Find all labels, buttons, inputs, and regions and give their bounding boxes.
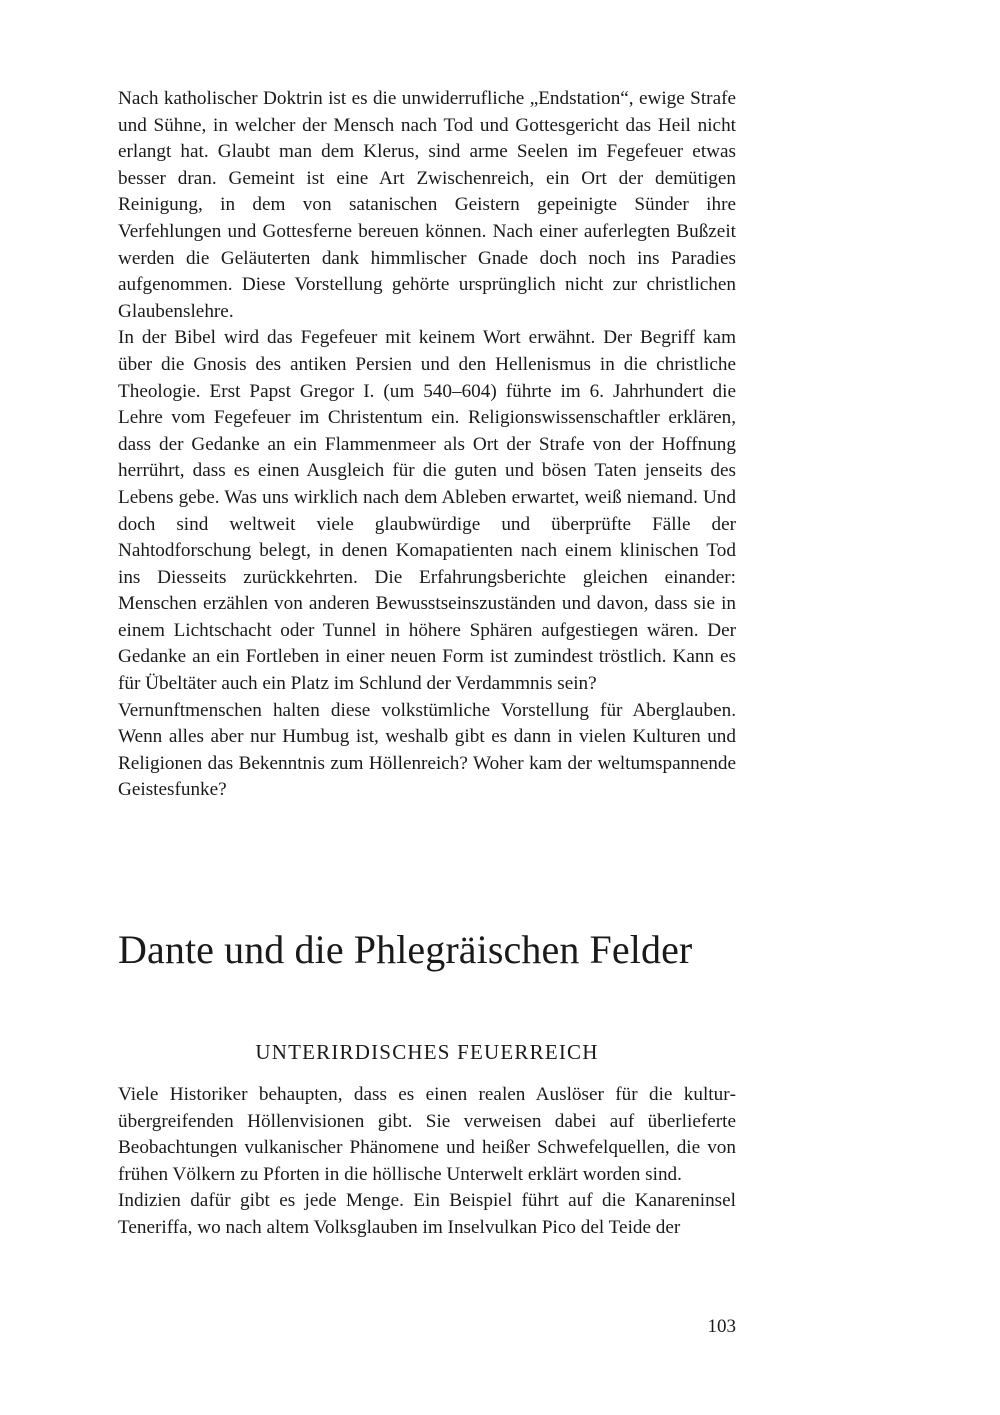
chapter-title: Dante und die Phlegräischen Felder bbox=[118, 927, 693, 972]
paragraph: Vernunftmenschen halten diese volkstümliche Vorstellung für Aberglauben. Wenn alles aber nur Humbug ist, weshalb gibt es dann in vielen Kulturen und Religionen das Bekenntnis zum Höllenreich? Woher kam der weltumspannende Geistesfunke? bbox=[118, 699, 736, 801]
paragraph: In der Bibel wird das Fegefeuer mit keinem Wort erwähnt. Der Begriff kam über die Gnosis des antiken Persien und den Hellenismus in die christliche Theologie. Erst Papst Gregor I. (um 540–604) führte im 6. Jahrhundert die Lehre vom Fegefeuer im Christentum ein. Religionswissenschaftler erklären, dass der Gedanke an ein Flammenmeer als Ort der Strafe von der Hoffnung herrührt, dass es einen Ausgleich für die guten und bösen Taten jenseits des Lebens gebe. Was uns wirklich nach dem Ableben erwartet, weiß niemand. Und doch sind weltweit viele glaubwürdige und überprüfte Fälle der Nahtodforschung belegt, in denen Komapatienten nach einem klinischen Tod ins Diesseits zurückkehrten. Die Erfahrungsberichte gleichen einander: Menschen erzählen von anderen Bewusstseinszuständen und davon, dass sie in einem Lichtschacht oder Tunnel in höhere Sphären aufgestiegen wären. Der Gedanke an ein Fortleben in einer neuen Form ist zumindest tröstlich. Kann es für Übeltäter auch ein Platz im Schlund der Verdammnis sein? bbox=[118, 327, 736, 695]
paragraph: Indizien dafür gibt es jede Menge. Ein Beispiel führt auf die Kanareninsel Teneriffa, wo nach altem Volksglauben im Inselvulkan Pico del Teide der bbox=[118, 1190, 736, 1238]
page-number: 103 bbox=[707, 1316, 736, 1337]
paragraph: Viele Historiker behaupten, dass es einen realen Auslöser für die kulturübergreifenden Höllenvisionen gibt. Sie verweisen dabei auf überlieferte Beobachtungen vulkanischer Phänomene und heißer Schwefelquellen, die von frühen Völkern zu Pforten in die höllische Unterwelt erklärt worden sind. bbox=[118, 1084, 736, 1185]
body-text-top bbox=[118, 86, 736, 804]
section-heading: UNTERIRDISCHES FEUERREICH bbox=[255, 1040, 599, 1064]
paragraph: Nach katholischer Doktrin ist es die unwiderrufliche „Endstation“, ewige Strafe und Sühne, in welcher der Mensch nach Tod und Gottesgericht das Heil nicht erlangt hat. Glaubt man dem Klerus, sind arme Seelen im Fegefeuer etwas besser dran. Gemeint ist eine Art Zwischenreich, ein Ort der demütigen Reinigung, in dem von satanischen Geistern gepeinigte Sünder ihre Verfehlungen und Gottesferne bereuen können. Nach einer auferlegten Bußzeit werden die Geläuterten dank himmlischer Gnade doch noch ins Paradies aufgenommen. Diese Vorstellung gehörte ursprünglich nicht zur christlichen Glaubenslehre. bbox=[118, 88, 736, 322]
body-text-bottom bbox=[118, 1082, 736, 1242]
